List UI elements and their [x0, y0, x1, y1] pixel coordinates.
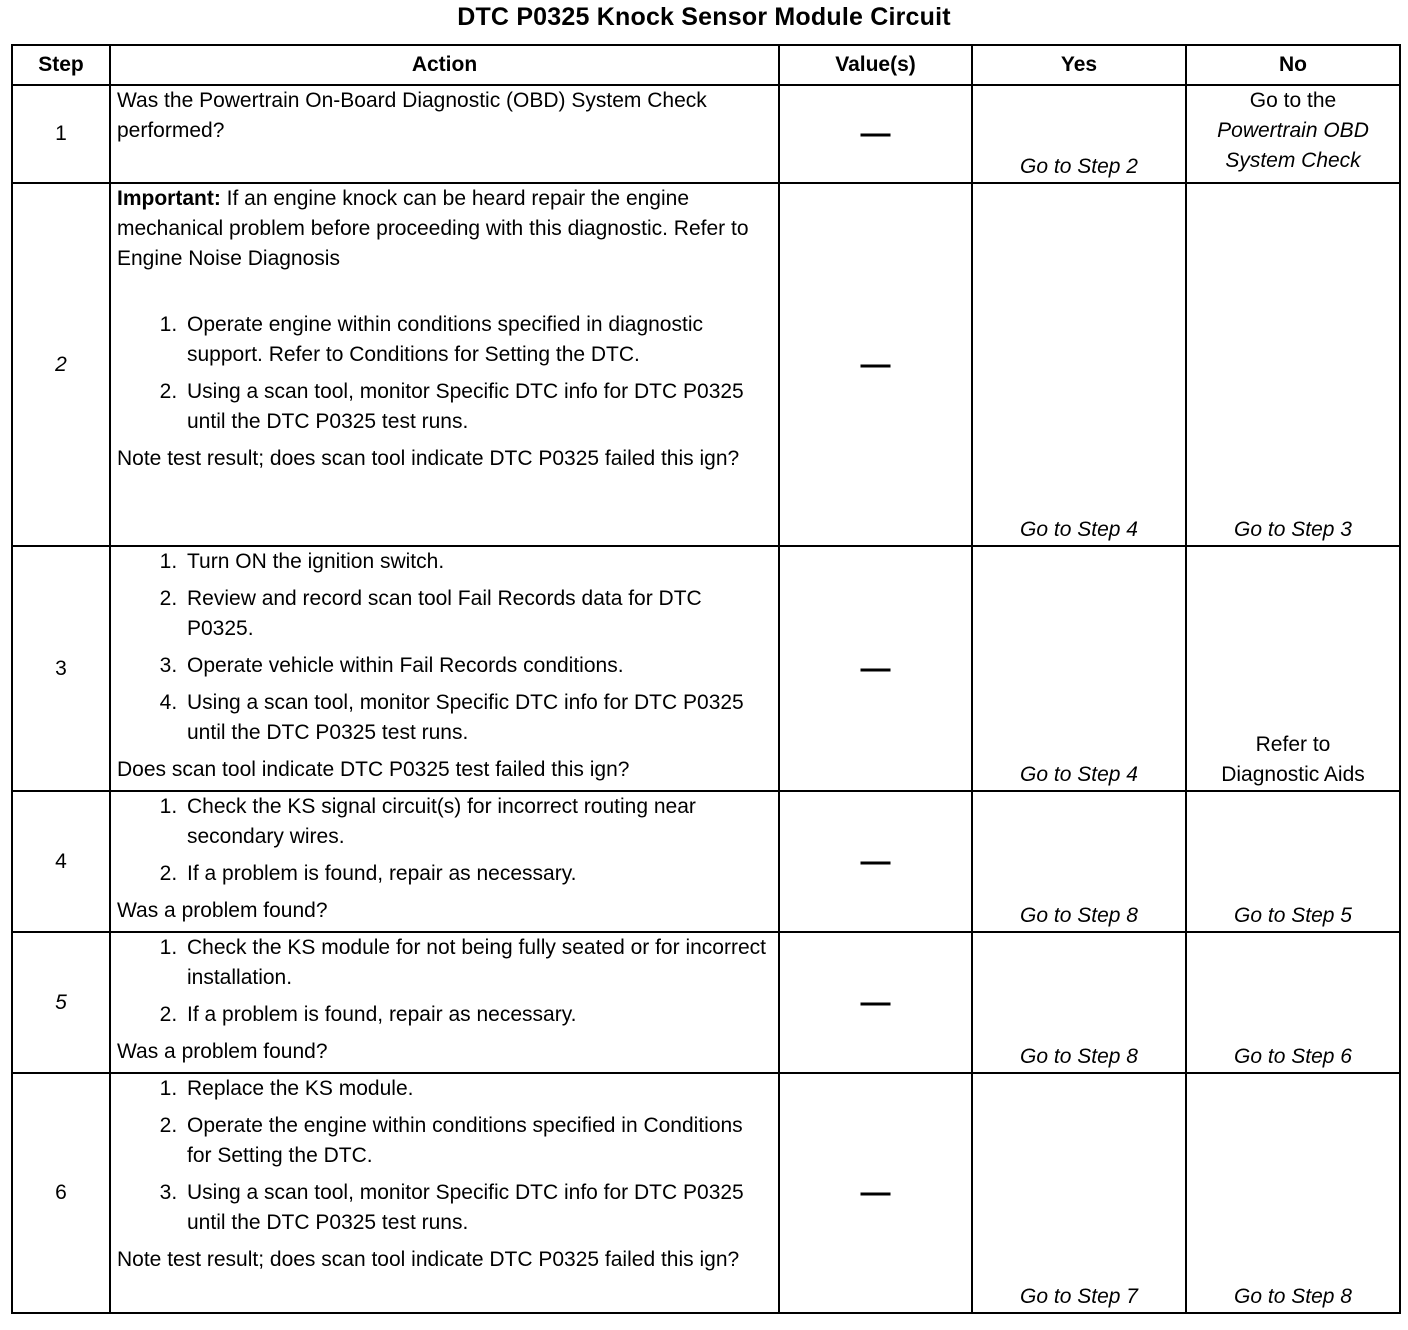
- action-step: 2. Operate the engine within conditions specified in Conditions for Setting the DTC.: [183, 1111, 772, 1171]
- action-question: Does scan tool indicate DTC P0325 test failed this ign?: [117, 758, 630, 781]
- action-step: 3. Using a scan tool, monitor Specific DTC info for DTC P0325 until the DTC P0325 test runs.: [183, 1178, 772, 1238]
- action-question: Was a problem found?: [117, 1040, 328, 1063]
- no-line: Refer to: [1255, 733, 1331, 756]
- action-cell: [110, 546, 779, 791]
- important-note: [117, 184, 772, 274]
- yes-link[interactable]: Go to Step 2: [972, 85, 1186, 183]
- action-step: 4. Using a scan tool, monitor Specific DTC info for DTC P0325 until the DTC P0325 test runs.: [183, 688, 772, 748]
- action-step: 1. Check the KS module for not being fully seated or for incorrect installation.: [183, 933, 772, 993]
- step-number: 3: [12, 546, 110, 791]
- action-cell: [110, 85, 779, 183]
- value-cell: —: [779, 791, 972, 932]
- important-text: If an engine knock can be heard repair the engine mechanical problem before proceeding with this diagnostic. Refer to Engine Noise Diagnosis: [117, 187, 749, 270]
- no-line: System Check: [1225, 149, 1361, 172]
- step-number: 5: [12, 932, 110, 1073]
- action-step: 1. Replace the KS module.: [183, 1074, 772, 1104]
- table-row: [12, 183, 1400, 546]
- no-link[interactable]: Go to Step 5: [1186, 791, 1400, 932]
- value-cell: —: [779, 546, 972, 791]
- action-cell: [110, 791, 779, 932]
- action-step: 3. Operate vehicle within Fail Records conditions.: [183, 651, 772, 681]
- no-link[interactable]: [1186, 85, 1400, 183]
- value-cell: —: [779, 932, 972, 1073]
- action-question: Note test result; does scan tool indicate DTC P0325 failed this ign?: [117, 447, 740, 470]
- yes-link[interactable]: Go to Step 7: [972, 1073, 1186, 1313]
- header-step: Step: [12, 45, 110, 85]
- action-question: Was a problem found?: [117, 899, 328, 922]
- no-line: Powertrain OBD: [1217, 119, 1369, 142]
- action-step: 2. If a problem is found, repair as necessary.: [183, 1000, 772, 1030]
- header-row: [12, 45, 1400, 85]
- action-question: Was the Powertrain On-Board Diagnostic (OBD) System Check performed?: [117, 89, 707, 142]
- action-steps: [117, 792, 772, 889]
- value-cell: —: [779, 1073, 972, 1313]
- step-number: 2: [12, 183, 110, 546]
- action-step: 2. Using a scan tool, monitor Specific DTC info for DTC P0325 until the DTC P0325 test runs.: [183, 377, 772, 437]
- yes-link[interactable]: Go to Step 4: [972, 546, 1186, 791]
- action-cell: [110, 932, 779, 1073]
- action-steps: [117, 933, 772, 1030]
- page-title: DTC P0325 Knock Sensor Module Circuit: [457, 3, 951, 31]
- header-yes: Yes: [972, 45, 1186, 85]
- action-step: 1. Turn ON the ignition switch.: [183, 547, 772, 577]
- table-row: [12, 546, 1400, 791]
- header-action: Action: [110, 45, 779, 85]
- step-number: 4: [12, 791, 110, 932]
- no-link[interactable]: Go to Step 3: [1186, 183, 1400, 546]
- action-question: Note test result; does scan tool indicate DTC P0325 failed this ign?: [117, 1248, 740, 1271]
- value-cell: —: [779, 85, 972, 183]
- action-steps: [117, 547, 772, 748]
- yes-link[interactable]: Go to Step 8: [972, 791, 1186, 932]
- header-values: Value(s): [779, 45, 972, 85]
- value-cell: —: [779, 183, 972, 546]
- table-row: [12, 791, 1400, 932]
- action-steps: [117, 1074, 772, 1238]
- no-link[interactable]: Go to Step 8: [1186, 1073, 1400, 1313]
- step-number: 6: [12, 1073, 110, 1313]
- action-steps: [117, 310, 772, 437]
- action-step: 2. Review and record scan tool Fail Records data for DTC P0325.: [183, 584, 772, 644]
- important-label: Important:: [117, 187, 221, 210]
- yes-link[interactable]: Go to Step 8: [972, 932, 1186, 1073]
- action-step: 1. Operate engine within conditions specified in diagnostic support. Refer to Conditions for Setting the DTC.: [183, 310, 772, 370]
- diagnostic-table: [11, 44, 1401, 1314]
- no-link[interactable]: Go to Step 6: [1186, 932, 1400, 1073]
- no-link[interactable]: [1186, 546, 1400, 791]
- header-no: No: [1186, 45, 1400, 85]
- action-cell: [110, 183, 779, 546]
- table-row: [12, 1073, 1400, 1313]
- action-step: 2. If a problem is found, repair as necessary.: [183, 859, 772, 889]
- table-row: [12, 85, 1400, 183]
- table-row: [12, 932, 1400, 1073]
- no-line: Go to the: [1249, 89, 1337, 112]
- step-number: 1: [12, 85, 110, 183]
- action-cell: [110, 1073, 779, 1313]
- no-line: Diagnostic Aids: [1221, 763, 1365, 786]
- yes-link[interactable]: Go to Step 4: [972, 183, 1186, 546]
- action-step: 1. Check the KS signal circuit(s) for incorrect routing near secondary wires.: [183, 792, 772, 852]
